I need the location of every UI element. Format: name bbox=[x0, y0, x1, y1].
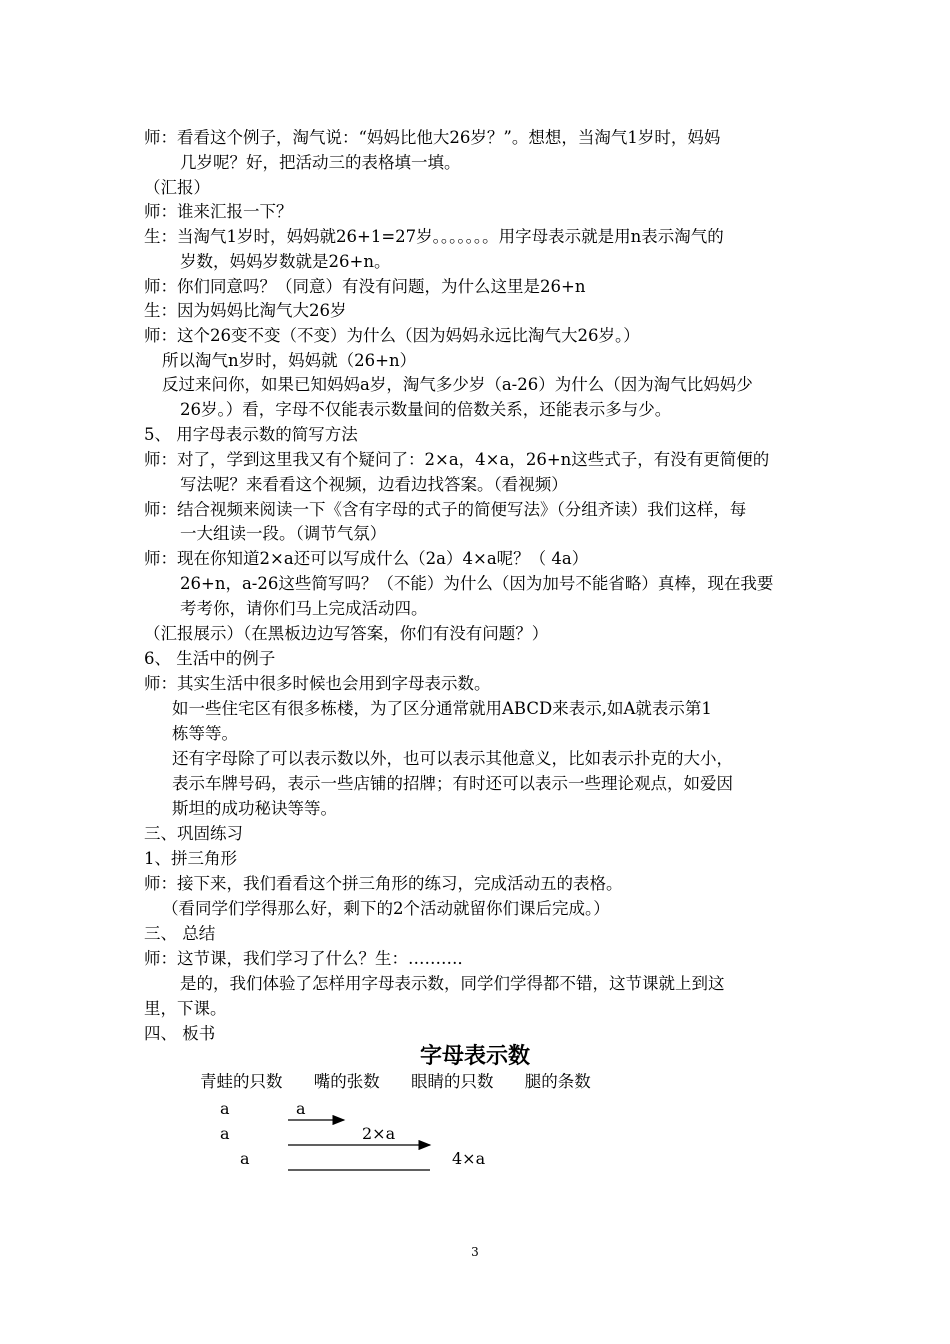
text-line: 岁数，妈妈岁数就是26+n。 bbox=[180, 252, 391, 271]
text-line: 考考你，请你们马上完成活动四。 bbox=[180, 599, 428, 618]
text-line: 6、 生活中的例子 bbox=[144, 649, 276, 668]
text-line: 师：结合视频来阅读一下《含有字母的式子的简便写法》（分组齐读）我们这样，每 bbox=[144, 500, 747, 519]
text-line: 四、 板书 bbox=[144, 1024, 216, 1043]
text-line: 师：其实生活中很多时候也会用到字母表示数。 bbox=[144, 674, 491, 693]
text-line: 一大组读一段。（调节气氛） bbox=[180, 524, 387, 543]
text-line: 5、 用字母表示数的简写方法 bbox=[144, 425, 358, 444]
row3-left-label: a bbox=[240, 1149, 250, 1168]
row2-right-label: 2×a bbox=[362, 1124, 396, 1143]
board-column-legs: 腿的条数 bbox=[524, 1072, 591, 1091]
row1-left-label: a bbox=[220, 1099, 230, 1118]
board-column-frogs: 青蛙的只数 bbox=[200, 1072, 283, 1091]
text-line: 栋等等。 bbox=[172, 724, 238, 743]
text-line: 师：谁来汇报一下？ bbox=[144, 202, 293, 221]
text-line: 生：当淘气1岁时，妈妈就26+1=27岁。。。。。。。用字母表示就是用n表示淘气的 bbox=[144, 227, 724, 246]
text-line: 1、拼三角形 bbox=[144, 849, 237, 868]
text-line: 是的，我们体验了怎样用字母表示数，同学们学得都不错，这节课就上到这 bbox=[180, 974, 725, 993]
text-line: 26岁。）看，字母不仅能表示数量间的倍数关系，还能表示多与少。 bbox=[180, 400, 672, 419]
text-line: 生：因为妈妈比淘气大26岁 bbox=[144, 301, 347, 320]
board-title: 字母表示数 bbox=[419, 1044, 530, 1069]
row3-right-label: 4×a bbox=[452, 1149, 486, 1168]
text-line: 几岁呢？好，把活动三的表格填一填。 bbox=[180, 153, 461, 172]
text-line: 里，下课。 bbox=[144, 999, 227, 1018]
page-number: 3 bbox=[471, 1245, 479, 1259]
board-column-eyes: 眼睛的只数 bbox=[411, 1072, 494, 1091]
row1-right-label: a bbox=[296, 1099, 306, 1118]
text-line: 还有字母除了可以表示数以外，也可以表示其他意义，比如表示扑克的大小， bbox=[172, 749, 733, 768]
text-line: 师：这节课，我们学习了什么？生：………． bbox=[144, 949, 474, 968]
text-line: （汇报展示）（在黑板边边写答案，你们有没有问题？） bbox=[144, 624, 549, 643]
text-line: 师：你们同意吗？（同意）有没有问题，为什么这里是26+n bbox=[144, 277, 586, 296]
text-line: 如一些住宅区有很多栋楼，为了区分通常就用ABCD来表示,如A就表示第1 bbox=[172, 699, 712, 718]
text-line: 表示车牌号码，表示一些店铺的招牌；有时还可以表示一些理论观点，如爱因 bbox=[172, 774, 733, 793]
text-line: 三、巩固练习 bbox=[144, 824, 243, 843]
text-line: 斯坦的成功秘诀等等。 bbox=[172, 799, 337, 818]
text-line: 师：接下来，我们看看这个拼三角形的练习，完成活动五的表格。 bbox=[144, 874, 623, 893]
text-line: 所以淘气n岁时，妈妈就（26+n） bbox=[162, 351, 417, 370]
text-line: 师：看看这个例子，淘气说：“妈妈比他大26岁？”。想想，当淘气1岁时，妈妈 bbox=[144, 128, 721, 147]
text-line: （汇报） bbox=[144, 178, 210, 197]
board-column-mouths: 嘴的张数 bbox=[313, 1072, 380, 1091]
row2-left-label: a bbox=[220, 1124, 230, 1143]
text-line: 三、 总结 bbox=[144, 924, 216, 943]
text-line: 26+n，a-26这些简写吗？（不能）为什么（因为加号不能省略）真棒，现在我要 bbox=[180, 574, 774, 593]
text-line: （看同学们学得那么好，剩下的2个活动就留你们课后完成。） bbox=[162, 899, 610, 918]
text-line: 写法呢？来看看这个视频，边看边找答案。（看视频） bbox=[180, 475, 568, 494]
text-line: 师：对了，学到这里我又有个疑问了：2×a，4×a，26+n这些式子，有没有更简便的 bbox=[144, 450, 770, 469]
text-line: 师：这个26变不变（不变）为什么（因为妈妈永远比淘气大26岁。） bbox=[144, 326, 640, 345]
text-line: 反过来问你，如果已知妈妈a岁，淘气多少岁（a-26）为什么（因为淘气比妈妈少 bbox=[162, 375, 753, 394]
text-line: 师：现在你知道2×a还可以写成什么（2a）4×a呢？（ 4a） bbox=[144, 549, 589, 568]
